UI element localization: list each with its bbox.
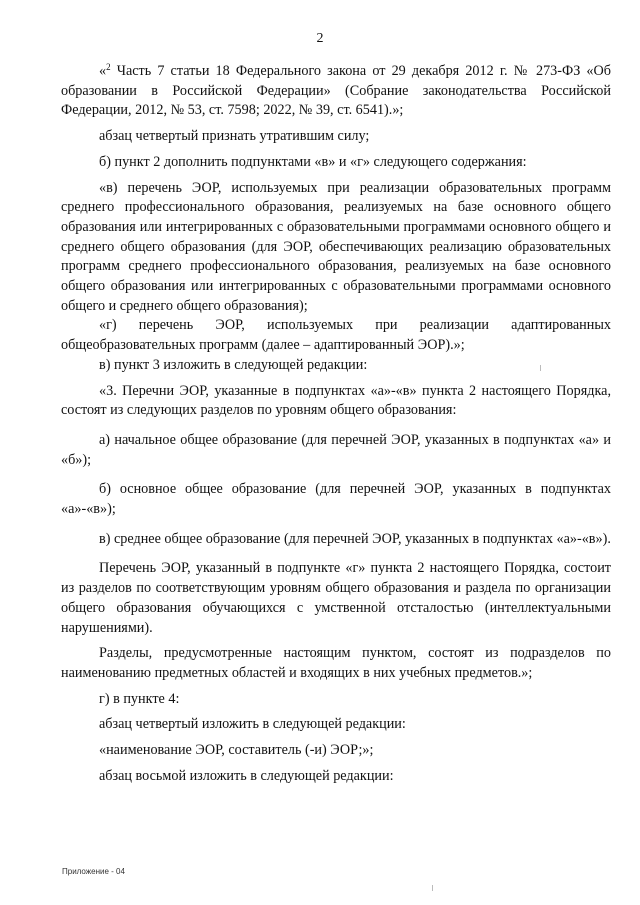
footer-label: Приложение - 04	[62, 867, 125, 876]
paragraph: «наименование ЭОР, составитель (-и) ЭОР;»;	[99, 742, 374, 759]
document-body	[61, 62, 611, 787]
scan-speck	[432, 885, 433, 891]
paragraph: Перечень ЭОР, указанный в подпункте «г» пункта 2 настоящего Порядка, состоит из разделов по соответствующим уровням общего образования и раздела по организации общего образования обучающихся с умственной отсталостью (интеллектуальными нарушениями).	[61, 560, 611, 636]
scan-speck	[540, 365, 541, 371]
paragraph: «в) перечень ЭОР, используемых при реализации образовательных программ среднего профессионального образования, реализуемых на базе основного общего образования или интегрированных с образовательными программами основного общего и среднего общего образования (для ЭОР, обеспечивающих реализацию образовательных программ среднего профессионального образования, реализуемых на базе основного общего образования или интегрированных с образовательными программами основного общего и среднего общего образования);	[61, 179, 611, 314]
footnote-marker: 2	[106, 62, 111, 72]
paragraph: г) в пункте 4:	[99, 690, 180, 707]
paragraph: в) среднее общее образование (для перечней ЭОР, указанных в подпунктах «а»-«в»).	[99, 530, 611, 547]
paragraph: а) начальное общее образование (для перечней ЭОР, указанных в подпунктах «а» и «б»);	[61, 431, 611, 468]
paragraph: б) пункт 2 дополнить подпунктами «в» и «г» следующего содержания:	[99, 153, 527, 170]
paragraph: абзац четвертый изложить в следующей редакции:	[99, 716, 406, 733]
paragraph: «3. Перечни ЭОР, указанные в подпунктах «а»-«в» пункта 2 настоящего Порядка, состоят из следующих разделов по уровням общего образования:	[61, 382, 611, 419]
page-number: 2	[316, 31, 324, 46]
paragraph: «г) перечень ЭОР, используемых при реализации адаптированных общеобразовательных программ (далее – адаптированный ЭОР).»;	[61, 317, 611, 354]
paragraph: абзац четвертый признать утратившим силу;	[99, 128, 370, 145]
paragraph-footnote: «$^2$ Часть 7 статьи 18 Федерального закона от 29 декабря 2012 г. № 273-ФЗ «Об образовании в Российской Федерации» (Собрание законодательства Российской Федерации, 2012, № 53, ст. 7598; 2022, № 39, ст. 6541).»;	[61, 62, 611, 119]
paragraph: б) основное общее образование (для перечней ЭОР, указанных в подпунктах «а»-«в»);	[61, 481, 611, 518]
paragraph: Разделы, предусмотренные настоящим пунктом, состоят из подразделов по наименованию предметных областей и входящих в них учебных предметов.»;	[61, 645, 611, 681]
paragraph: в) пункт 3 изложить в следующей редакции:	[99, 356, 368, 373]
paragraph: абзац восьмой изложить в следующей редакции:	[99, 767, 394, 784]
